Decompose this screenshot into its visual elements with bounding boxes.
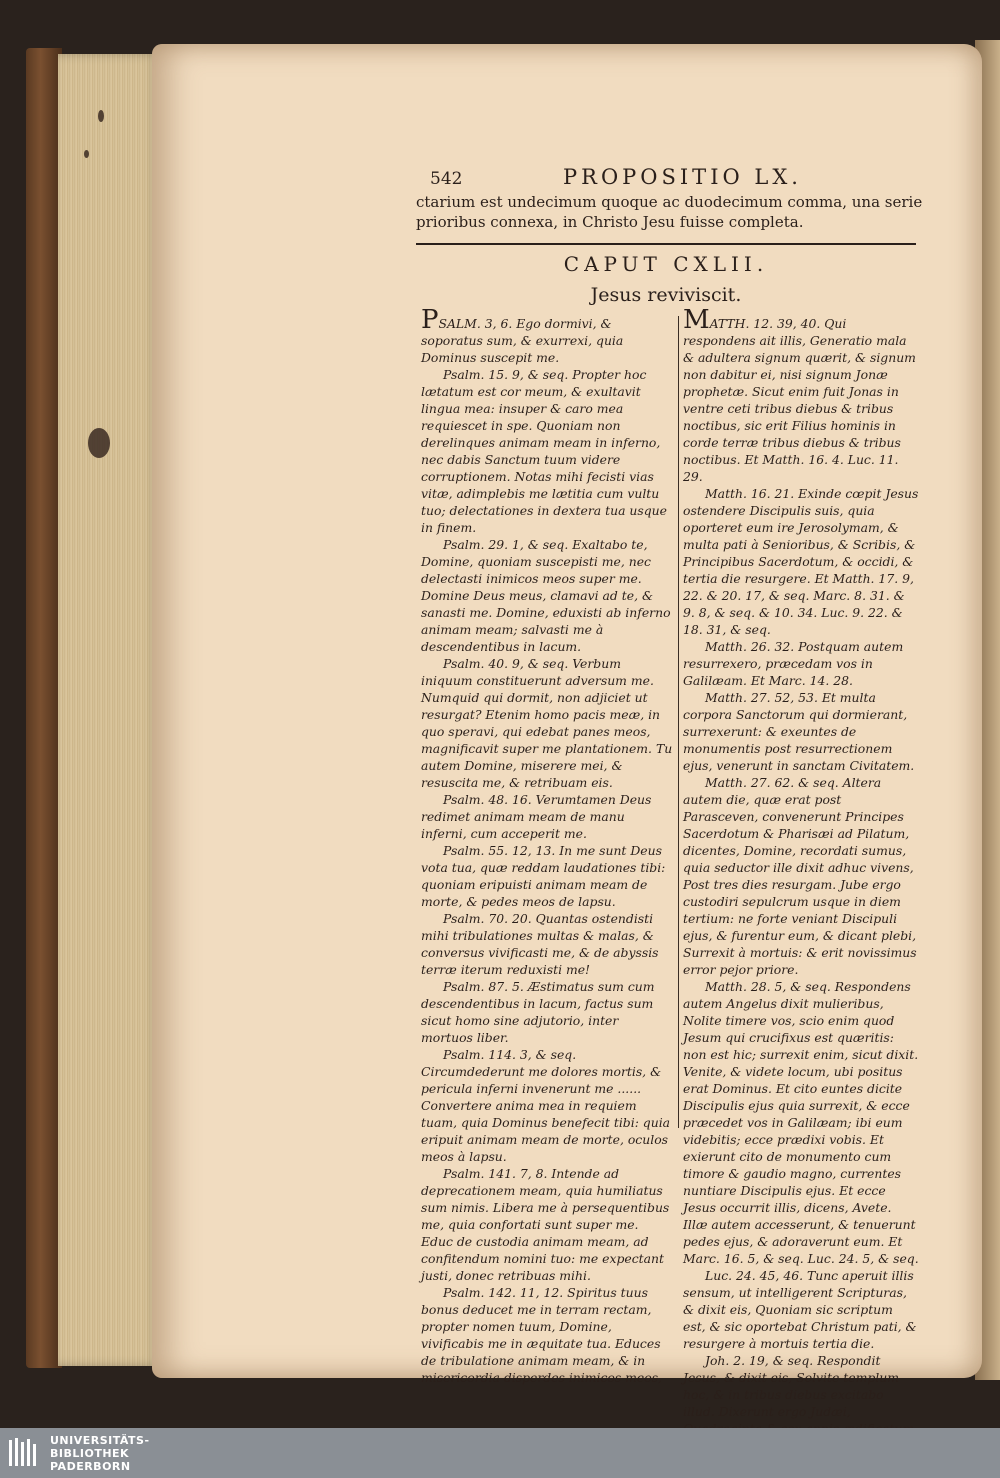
verse-text: Matth. 27. 52, 53. Et multa corpora Sanctorum qui dormierant, surrexerunt: & exeuntes de monumentis post resurrectionem ejus, venerunt in sanctam Civitatem.	[683, 690, 915, 773]
verse-paragraph	[421, 1046, 673, 1165]
ink-stain	[84, 150, 89, 158]
library-name: UNIVERSITÄTS- BIBLIOTHEK PADERBORN	[50, 1434, 150, 1473]
ink-stain	[98, 110, 104, 122]
verse-text: Psalm. 141. 7, 8. Intende ad deprecationem meam, quia humiliatus sum nimis. Libera me à persequentibus me, quia confortati sunt super me. Educ de custodia animam meam, ad confitendum nomini tuo: me expectant justi, donec retribuas mihi.	[421, 1166, 670, 1283]
verse-text: SALM. 3, 6. Ego dormivi, & soporatus sum, & exurrexi, quia Dominus suscepit me.	[421, 316, 624, 365]
horizontal-rule	[416, 243, 916, 245]
verse-paragraph	[421, 842, 673, 910]
library-footer	[0, 1428, 1000, 1478]
verse-paragraph	[683, 978, 919, 1267]
drop-initial: M	[683, 305, 710, 335]
verse-paragraph	[421, 366, 673, 536]
verse-paragraph	[421, 1284, 673, 1386]
verse-paragraph	[683, 485, 919, 638]
verse-text: Luc. 24. 45, 46. Tunc aperuit illis sensum, ut intelligerent Scripturas, & dixit eis, Quoniam sic scriptum est, & sic oportebat Christum pati, & resurgere à mortuis tertia die.	[683, 1268, 917, 1351]
right-column	[683, 305, 919, 1454]
verse-paragraph	[683, 1267, 919, 1352]
verse-text: Psalm. 70. 20. Quantas ostendisti mihi tribulationes multas & malas, & conversus vivificasti me, & de abyssis terræ iterum reduxisti me!	[421, 911, 659, 977]
left-column	[421, 305, 673, 1386]
verse-text: ATTH. 12. 39, 40. Qui respondens ait illis, Generatio mala & adultera signum quærit, & signum non dabitur ei, nisi signum Jonæ prophetæ. Sicut enim fuit Jonas in ventre ceti tribus diebus & tribus noctibus, sic erit Filius hominis in corde terræ tribus diebus & tribus noctibus. Et Matth. 16. 4. Luc. 11. 29.	[683, 316, 916, 484]
verse-text: Psalm. 29. 1, & seq. Exaltabo te, Domine, quoniam suscepisti me, nec delectasti inimicos meos super me. Domine Deus meus, clamavi ad te, & sanasti me. Domine, eduxisti ab inferno animam meam; salvasti me à descendentibus in lacum.	[421, 537, 671, 654]
verse-paragraph	[683, 638, 919, 689]
drop-initial: P	[421, 305, 439, 335]
verse-text: Matth. 27. 62. & seq. Altera autem die, quæ erat post Parasceven, convenerunt Principes Sacerdotum & Pharisæi ad Pilatum, dicentes, Domine, recordati sumus, quia seductor ille dixit adhuc vivens, Post tres dies resurgam. Jube ergo custodiri sepulcrum usque in diem tertium: ne forte veniant Discipuli ejus, & furentur eum, & dicant plebi, Surrexit à mortuis: & erit novissimus error pejor priore.	[683, 775, 917, 977]
verse-paragraph	[421, 978, 673, 1046]
running-head	[430, 163, 920, 193]
verse-text: Joh. 2. 19, & seq. Respondit Jesus, & dixit eis, Solvite templum hoc, & in tribus diebus excitabo illud. Dixerunt ergo Judæi,	[683, 1353, 899, 1419]
chapter-heading: CAPUT CXLII.	[563, 252, 769, 276]
library-logo-icon	[8, 1436, 38, 1470]
verse-text: Psalm. 55. 12, 13. In me sunt Deus vota tua, quæ reddam laudationes tibi: quoniam eripuisti animam meam de morte, & pedes meos de lapsu.	[421, 843, 666, 909]
verse-paragraph	[421, 536, 673, 655]
chapter-subtitle: Jesus reviviscit.	[590, 284, 742, 306]
verse-text: Matth. 26. 32. Postquam autem resurrexero, præcedam vos in Galilæam. Et Marc. 14. 28.	[683, 639, 904, 688]
verse-paragraph	[421, 791, 673, 842]
verse-text: Matth. 16. 21. Exinde cœpit Jesus ostendere Discipulis suis, quia oporteret eum ire Jerosolymam, & multa pati à Senioribus, & Scribis, & Principibus Sacerdotum, & occidi, & tertia die resurgere. Et Matth. 17. 9, 22. & 20. 17, & seq. Marc. 8. 31. & 9. 8, & seq. & 10. 34. Luc. 9. 22. & 18. 31, & seq.	[683, 486, 919, 637]
column-divider	[678, 316, 679, 1128]
page-block-edges	[58, 54, 160, 1366]
verse-paragraph	[683, 774, 919, 978]
intro-text: ctarium est undecimum quoque ac duodecimum comma, una serie prioribus connexa, in Christo Jesu fuisse completa.	[416, 193, 923, 231]
book-cover-edge	[26, 48, 62, 1368]
verse-paragraph	[421, 910, 673, 978]
verse-text: Psalm. 114. 3, & seq. Circumdederunt me dolores mortis, & pericula inferni invenerunt me ...... Convertere anima mea in requiem tuam, quia Dominus benefecit tibi: quia eripuit animam meam de morte, oculos meos à lapsu.	[421, 1047, 671, 1164]
running-title: PROPOSITIO LX.	[563, 165, 802, 189]
verse-paragraph	[421, 305, 673, 366]
verse-text: Psalm. 48. 16. Verumtamen Deus redimet animam meam de manu inferni, cum acceperit me.	[421, 792, 652, 841]
ink-stain	[88, 428, 110, 458]
verse-paragraph	[683, 305, 919, 485]
verse-paragraph	[421, 655, 673, 791]
verse-text: Psalm. 40. 9, & seq. Verbum iniquum constituerunt adversum me. Numquid qui dormit, non adjiciet ut resurgat? Etenim homo pacis meæ, in quo speravi, qui edebat panes meos, magnificavit super me plantationem. Tu autem Domine, miserere mei, & resuscita me, & retribuam eis.	[421, 656, 673, 790]
verse-paragraph	[683, 689, 919, 774]
page-number: 542	[430, 169, 463, 189]
verse-paragraph	[421, 1165, 673, 1284]
verse-text: Psalm. 142. 11, 12. Spiritus tuus bonus deducet me in terram rectam, propter nomen tuum, Domine, vivificabis me in æquitate tua. Educes de tribulatione animam meam, & in misericordia disperdes inimicos meos,	[421, 1285, 662, 1385]
verse-text: Psalm. 87. 5. Æstimatus sum cum descendentibus in lacum, factus sum sicut homo sine adjutorio, inter mortuos liber.	[421, 979, 655, 1045]
verse-text: Matth. 28. 5, & seq. Respondens autem Angelus dixit mulieribus, Nolite timere vos, scio enim quod Jesum qui crucifixus est quæritis: non est hic; surrexit enim, sicut dixit. Venite, & videte locum, ubi positus erat Dominus. Et cito euntes dicite Discipulis ejus quia surrexit, & ecce præcedet vos in Galilæam; ibi eum videbitis; ecce prædixi vobis. Et exierunt cito de monumento cum timore & gaudio magno, currentes nuntiare Discipulis ejus. Et ecce Jesus occurrit illis, dicens, Avete. Illæ autem accesserunt, & tenuerunt pedes ejus, & adoraverunt eum. Et Marc. 16. 5, & seq. Luc. 24. 5, & seq.	[683, 979, 919, 1266]
verse-text: Psalm. 15. 9, & seq. Propter hoc lætatum est cor meum, & exultavit lingua mea: insuper & caro mea requiescet in spe. Quoniam non derelinques animam meam in inferno, nec dabis Sanctum tuum videre corruptionem. Notas mihi fecisti vias vitæ, adimplebis me lætitia cum vultu tuo; delectationes in dextera tua usque in finem.	[421, 367, 667, 535]
